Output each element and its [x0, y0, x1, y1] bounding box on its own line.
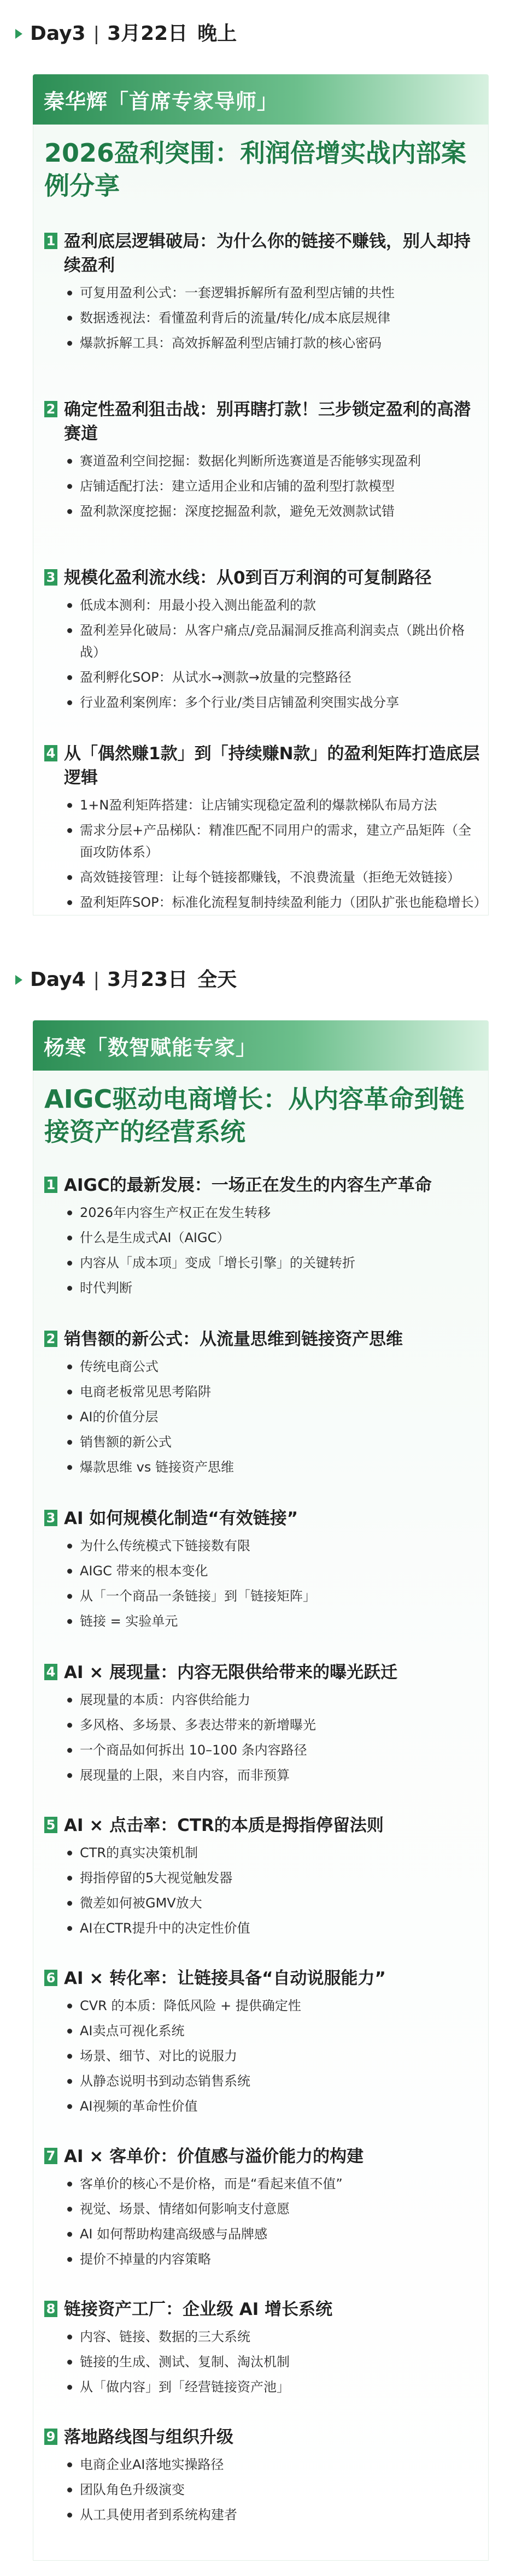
speaker-name: 杨寒「数智赋能专家」 [44, 1035, 257, 1060]
bullet-dot-icon [67, 1465, 72, 1470]
bullet-dot-icon [67, 1594, 72, 1599]
list-item: 需求分层+产品梯队：精准匹配不同用户的需求，建立产品矩阵（全面攻防体系） [44, 819, 482, 863]
list-item: 高效链接管理：让每个链接都赚钱，不浪费流量（拒绝无效链接） [44, 866, 482, 888]
bullet-dot-icon [67, 2232, 72, 2237]
list-item: 展现量的本质：内容供给能力 [44, 1689, 482, 1711]
bullet-dot-icon [67, 700, 72, 705]
list-item: 什么是生成式AI（AIGC） [44, 1227, 482, 1249]
course-title: 2026盈利突围：利润倍增实战内部案例分享 [44, 138, 467, 200]
list-item: 为什么传统模式下链接数有限 [44, 1535, 482, 1557]
section-title: AIGC的最新发展：一场正在发生的内容生产革命 [64, 1175, 432, 1195]
list-item: 微差如何被GMV放大 [44, 1892, 482, 1914]
bullet-dot-icon [67, 2207, 72, 2212]
bullet-dot-icon [67, 2104, 72, 2109]
section-number: 3 [44, 1510, 57, 1526]
list-item: 可复用盈利公式：一套逻辑拆解所有盈利型店铺的共性 [44, 282, 482, 304]
section-number: 7 [44, 2148, 57, 2164]
day-label: Day3 [30, 22, 86, 45]
section-number: 2 [44, 1331, 57, 1347]
bullet-dot-icon [67, 484, 72, 489]
section-number: 2 [44, 401, 57, 417]
day4-card [33, 1020, 489, 2561]
bullet-dot-icon [67, 1926, 72, 1931]
bullet-dot-icon [67, 1698, 72, 1703]
section-title: AI × 点击率：CTR的本质是拇指停留法则 [64, 1816, 384, 1835]
section-number: 5 [44, 1817, 57, 1833]
bullet-dot-icon [67, 2335, 72, 2339]
list-item: 行业盈利案例库：多个行业/类目店铺盈利突围实战分享 [44, 692, 482, 713]
bullet-dot-icon [67, 341, 72, 346]
section [44, 398, 482, 525]
bullet-dot-icon [67, 291, 72, 296]
section [44, 2297, 482, 2401]
day-date: 3月23日 [107, 968, 188, 991]
section-number: 6 [44, 1970, 57, 1986]
list-item: 盈利孵化SOP：从试水→测款→放量的完整路径 [44, 666, 482, 688]
day-date: 3月22日 [107, 22, 188, 45]
bullet-dot-icon [67, 459, 72, 464]
list-item: 赛道盈利空间挖掘：数据化判断所选赛道是否能够实现盈利 [44, 450, 482, 472]
day-time: 晚上 [197, 22, 237, 45]
bullet-dot-icon [67, 675, 72, 680]
day4-header [15, 968, 237, 992]
list-item: 盈利款深度挖掘：深度挖掘盈利款，避免无效测款试错 [44, 500, 482, 522]
list-item: 低成本测利：用最小投入测出能盈利的款 [44, 594, 482, 616]
section-number: 3 [44, 569, 57, 586]
speaker-banner [33, 74, 489, 125]
day-separator: | [93, 969, 100, 991]
list-item: 爆款拆解工具：高效拆解盈利型店铺打款的核心密码 [44, 332, 482, 354]
list-item: CVR 的本质：降低风险 + 提供确定性 [44, 1995, 482, 2017]
section-title: 从「偶然赚1款」到「持续赚N款」的盈利矩阵打造底层逻辑 [64, 744, 480, 788]
bullet-dot-icon [67, 1876, 72, 1881]
list-item: 内容从「成本项」变成「增长引擎」的关键转折 [44, 1252, 482, 1274]
day-label: Day4 [30, 968, 86, 991]
section [44, 1813, 482, 1942]
bullet-dot-icon [67, 1723, 72, 1728]
list-item: 盈利差异化破局：从客户痛点/竞品漏洞反推高利润卖点（跳出价格战） [44, 619, 482, 663]
list-item: CTR的真实决策机制 [44, 1842, 482, 1864]
bullet-dot-icon [67, 2488, 72, 2492]
bullet-dot-icon [67, 1569, 72, 1574]
bullet-dot-icon [67, 1619, 72, 1624]
list-item: 团队角色升级演变 [44, 2479, 482, 2501]
section-number: 4 [44, 1664, 57, 1680]
list-item: 2026年内容生产权正在发生转移 [44, 1202, 482, 1224]
section-number: 1 [44, 1177, 57, 1193]
triangle-bullet-icon [15, 29, 22, 39]
triangle-bullet-icon [15, 975, 22, 985]
section-title: 落地路线图与组织升级 [64, 2427, 233, 2447]
speaker-banner [33, 1020, 489, 1071]
day-time: 全天 [197, 968, 237, 991]
list-item: 从「做内容」到「经营链接资产池」 [44, 2376, 482, 2398]
section [44, 1173, 482, 1302]
list-item: 从静态说明书到动态销售系统 [44, 2070, 482, 2092]
bullet-dot-icon [67, 316, 72, 321]
list-item: 场景、细节、对比的说服力 [44, 2045, 482, 2067]
list-item: 1+N盈利矩阵搭建：让店铺实现稳定盈利的爆款梯队布局方法 [44, 794, 482, 816]
list-item: 多风格、多场景、多表达带来的新增曝光 [44, 1714, 482, 1736]
speaker-name: 秦华辉「首席专家导师」 [44, 89, 279, 114]
section-title: AI × 转化率：让链接具备“自动说服能力” [64, 1969, 386, 1988]
bullet-dot-icon [67, 2462, 72, 2467]
bullet-dot-icon [67, 2029, 72, 2034]
bullet-dot-icon [67, 875, 72, 880]
list-item: 拇指停留的5大视觉触发器 [44, 1867, 482, 1889]
list-item: 客单价的核心不是价格，而是“看起来值不值” [44, 2173, 482, 2195]
list-item: 从「一个商品一条链接」到「链接矩阵」 [44, 1585, 482, 1607]
section [44, 1506, 482, 1635]
bullet-dot-icon [67, 1440, 72, 1445]
bullet-dot-icon [67, 1851, 72, 1856]
list-item: 一个商品如何拆出 10–100 条内容路径 [44, 1739, 482, 1761]
section-title: 确定性盈利狙击战：别再瞎打款！三步锁定盈利的高潜赛道 [64, 400, 471, 444]
list-item: AI的价值分层 [44, 1406, 482, 1428]
list-item: 盈利矩阵SOP：标准化流程复制持续盈利能力（团队扩张也能稳增长） [44, 891, 482, 913]
bullet-dot-icon [67, 603, 72, 608]
list-item: 电商老板常见思考陷阱 [44, 1381, 482, 1403]
course-title: AIGC驱动电商增长：从内容革命到链接资产的经营系统 [44, 1084, 465, 1147]
bullet-dot-icon [67, 803, 72, 808]
section [44, 1661, 482, 1789]
bullet-dot-icon [67, 509, 72, 514]
bullet-dot-icon [67, 628, 72, 633]
card-body [33, 125, 489, 915]
bullet-dot-icon [67, 1901, 72, 1906]
bullet-dot-icon [67, 2054, 72, 2059]
section-number: 9 [44, 2429, 57, 2445]
bullet-dot-icon [67, 2004, 72, 2008]
list-item: 店铺适配打法：建立适用企业和店铺的盈利型打款模型 [44, 475, 482, 497]
list-item: AI卖点可视化系统 [44, 2020, 482, 2042]
section-title: 链接资产工厂：企业级 AI 增长系统 [64, 2300, 333, 2319]
list-item: 展现量的上限，来自内容，而非预算 [44, 1764, 482, 1786]
list-item: 链接 = 实验单元 [44, 1610, 482, 1632]
bullet-dot-icon [67, 1773, 72, 1778]
section [44, 2425, 482, 2529]
list-item: 提价不掉量的内容策略 [44, 2248, 482, 2270]
section [44, 2144, 482, 2273]
list-item: 链接的生成、测试、复制、淘汰机制 [44, 2351, 482, 2373]
bullet-dot-icon [67, 1210, 72, 1215]
day-separator: | [93, 23, 100, 45]
day3-card [33, 74, 489, 915]
bullet-dot-icon [67, 1364, 72, 1369]
section-number: 8 [44, 2301, 57, 2317]
day3-header [15, 22, 237, 46]
bullet-dot-icon [67, 2182, 72, 2187]
list-item: AI在CTR提升中的决定性价值 [44, 1917, 482, 1939]
section-title: 规模化盈利流水线：从0到百万利润的可复制路径 [64, 568, 432, 588]
bullet-dot-icon [67, 1236, 72, 1240]
list-item: 传统电商公式 [44, 1356, 482, 1378]
section-title: 销售额的新公式：从流量思维到链接资产思维 [64, 1330, 403, 1349]
list-item: 爆款思维 vs 链接资产思维 [44, 1456, 482, 1478]
bullet-dot-icon [67, 2257, 72, 2262]
bullet-dot-icon [67, 2385, 72, 2390]
bullet-dot-icon [67, 1390, 72, 1395]
list-item: 内容、链接、数据的三大系统 [44, 2326, 482, 2348]
section [44, 229, 482, 357]
list-item: 从工具使用者到系统构建者 [44, 2504, 482, 2526]
section-number: 1 [44, 233, 57, 249]
bullet-dot-icon [67, 2360, 72, 2365]
bullet-dot-icon [67, 900, 72, 905]
section [44, 1327, 482, 1481]
bullet-dot-icon [67, 828, 72, 833]
list-item: AI视频的革命性价值 [44, 2095, 482, 2117]
bullet-dot-icon [67, 1748, 72, 1753]
section [44, 742, 487, 917]
card-body [33, 1071, 489, 2561]
section-title: 盈利底层逻辑破局：为什么你的链接不赚钱，别人却持续盈利 [64, 232, 471, 275]
bullet-dot-icon [67, 1286, 72, 1291]
list-item: AIGC 带来的根本变化 [44, 1560, 482, 1582]
list-item: 电商企业AI落地实操路径 [44, 2454, 482, 2475]
section [44, 566, 482, 717]
list-item: 数据透视法：看懂盈利背后的流量/转化/成本底层规律 [44, 307, 482, 329]
bullet-dot-icon [67, 2513, 72, 2518]
section-title: AI × 客单价：价值感与溢价能力的构建 [64, 2147, 364, 2166]
bullet-dot-icon [67, 1415, 72, 1420]
list-item: 时代判断 [44, 1277, 482, 1299]
section-title: AI 如何规模化制造“有效链接” [64, 1509, 298, 1528]
section [44, 1966, 482, 2120]
list-item: AI 如何帮助构建高级感与品牌感 [44, 2223, 482, 2245]
section-number: 4 [44, 745, 57, 761]
list-item: 销售额的新公式 [44, 1431, 482, 1453]
section-title: AI × 展现量：内容无限供给带来的曝光跃迁 [64, 1663, 398, 1682]
bullet-dot-icon [67, 1544, 72, 1549]
bullet-dot-icon [67, 2079, 72, 2084]
bullet-dot-icon [67, 1261, 72, 1266]
list-item: 视觉、场景、情绪如何影响支付意愿 [44, 2198, 482, 2220]
